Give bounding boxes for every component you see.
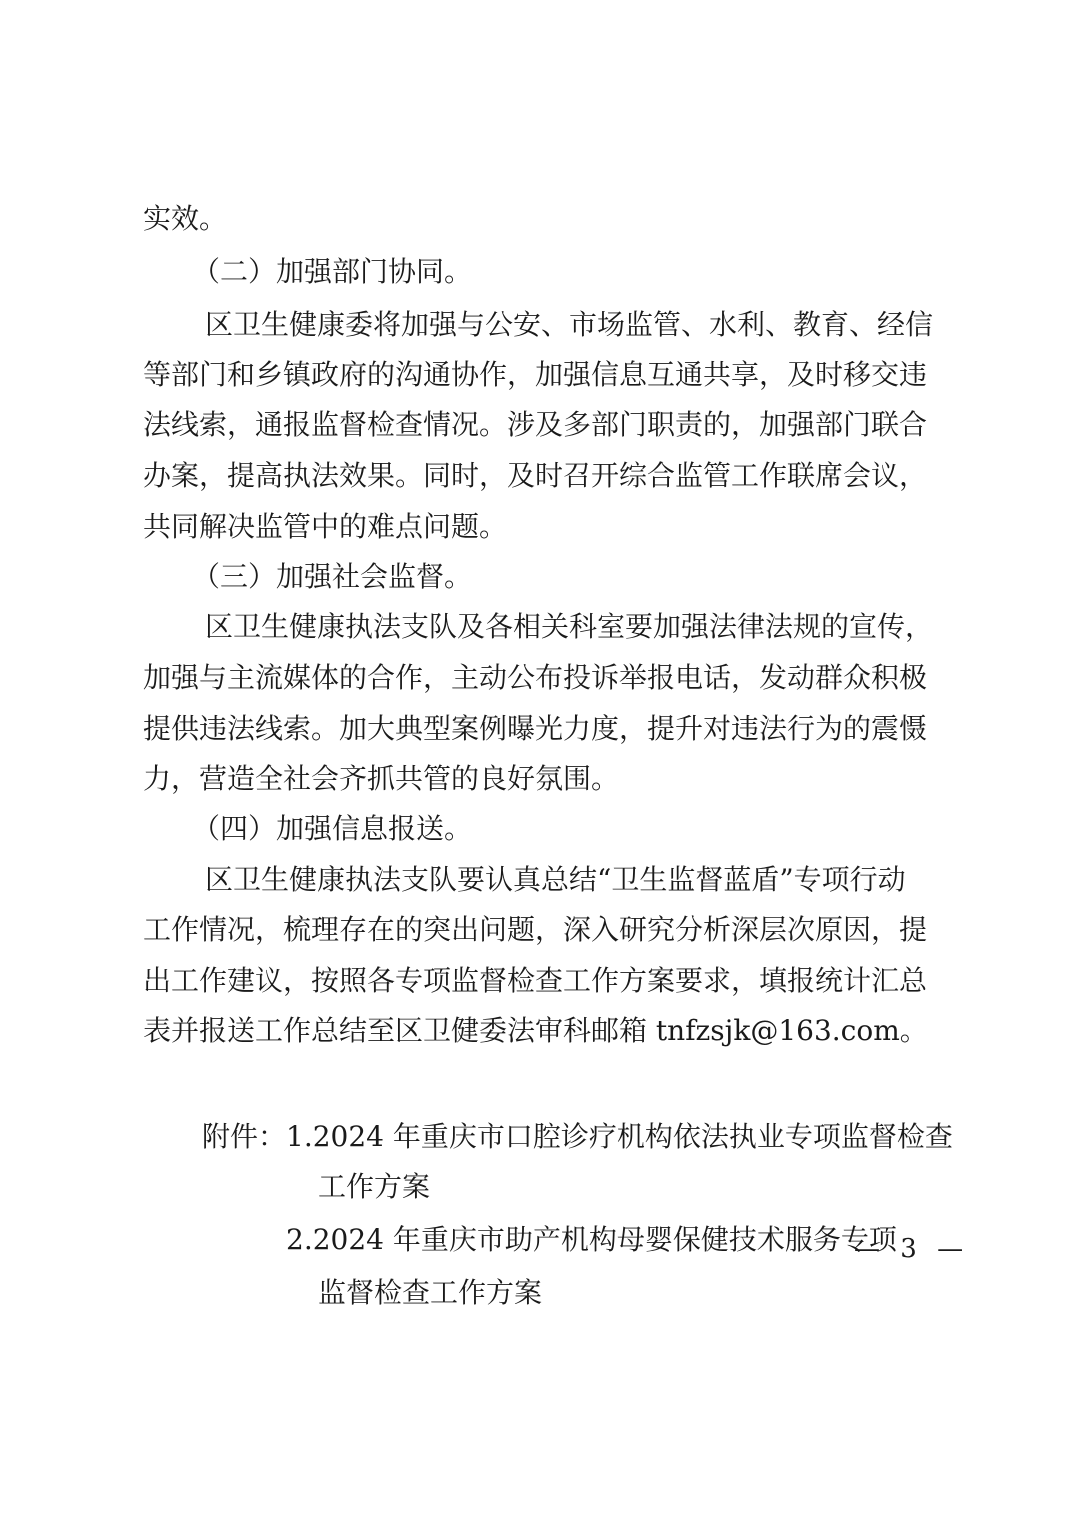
body-text-line: 表并报送工作总结至区卫健委法审科邮箱 tnfzsjk@163.com。 xyxy=(143,1014,928,1047)
body-text-line: 办案，提高执法效果。同时，及时召开综合监管工作联席会议， xyxy=(143,459,928,492)
section-heading: （四）加强信息报送。 xyxy=(192,812,473,845)
body-text-line: 出工作建议，按照各专项监督检查工作方案要求，填报统计汇总 xyxy=(143,964,928,997)
body-text-line: 法线索，通报监督检查情况。涉及多部门职责的，加强部门联合 xyxy=(143,408,928,441)
body-text-line: 等部门和乡镇政府的沟通协作，加强信息互通共享，及时移交违 xyxy=(143,358,928,391)
section-heading: （三）加强社会监督。 xyxy=(192,560,473,593)
body-text-line: 共同解决监管中的难点问题。 xyxy=(143,510,508,543)
attachment-line: 附件：1.2024 年重庆市口腔诊疗机构依法执业专项监督检查 xyxy=(202,1120,953,1153)
page-number: — 3 — xyxy=(854,1234,970,1264)
body-text-line: 区卫生健康执法支队及各相关科室要加强法律法规的宣传， xyxy=(205,610,934,643)
attachment-line: 工作方案 xyxy=(318,1170,431,1203)
body-text-line: 力，营造全社会齐抓共管的良好氛围。 xyxy=(143,762,620,795)
attachment-line: 2.2024 年重庆市助产机构母婴保健技术服务专项 xyxy=(286,1223,897,1256)
body-text-line: 区卫生健康委将加强与公安、市场监管、水利、教育、经信 xyxy=(205,308,934,341)
body-text-line: 区卫生健康执法支队要认真总结“卫生监督蓝盾”专项行动 xyxy=(205,863,906,896)
section-heading: （二）加强部门协同。 xyxy=(192,255,473,288)
attachment-line: 监督检查工作方案 xyxy=(318,1276,543,1309)
body-text-line: 提供违法线索。加大典型案例曝光力度，提升对违法行为的震慑 xyxy=(143,712,928,745)
body-text-line: 工作情况，梳理存在的突出问题，深入研究分析深层次原因，提 xyxy=(143,913,928,946)
body-text-line: 实效。 xyxy=(143,202,228,235)
body-text-line: 加强与主流媒体的合作，主动公布投诉举报电话，发动群众积极 xyxy=(143,661,928,694)
